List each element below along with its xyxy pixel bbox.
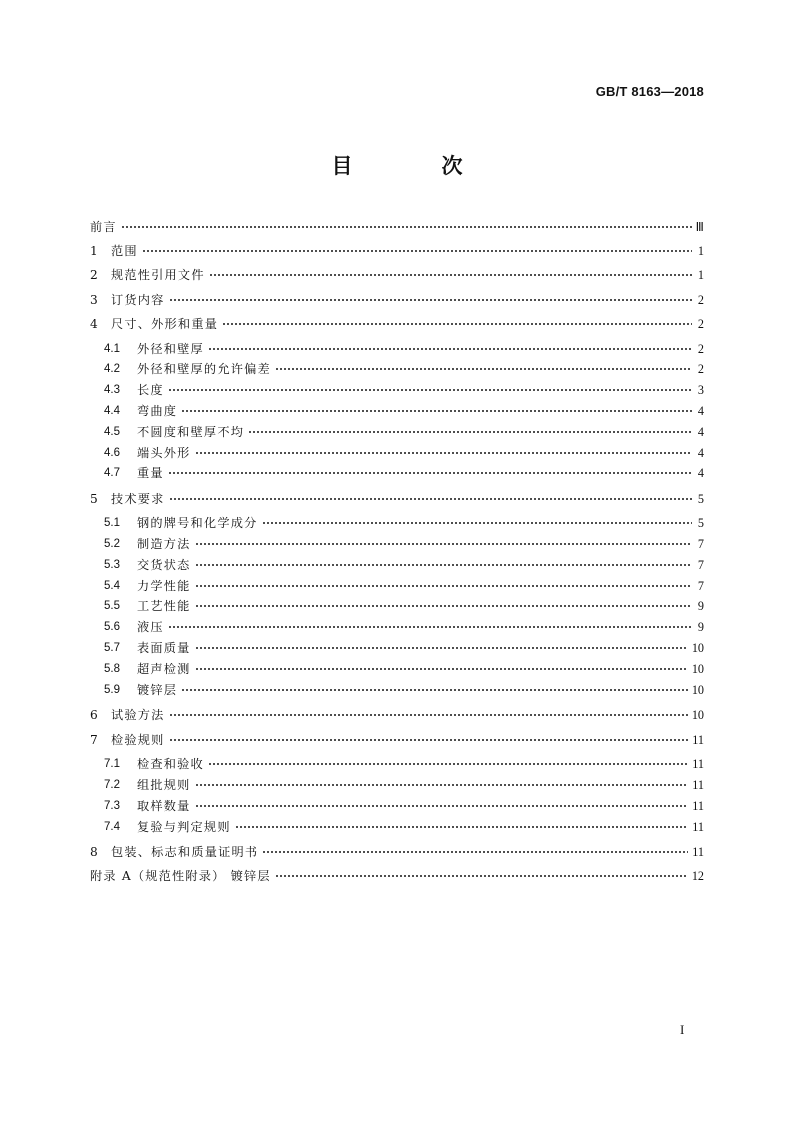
- toc-leader-dots: [275, 873, 688, 879]
- toc-entry-label: 表面质量: [137, 641, 191, 655]
- toc-entry[interactable]: [104, 380, 704, 400]
- toc-entry[interactable]: [90, 314, 704, 334]
- toc-entry-label: 取样数量: [137, 799, 191, 813]
- toc-entry-number: 5.6: [104, 621, 120, 633]
- toc-entry-label: 试验方法: [111, 708, 165, 722]
- toc-entry[interactable]: [104, 443, 704, 463]
- toc-entry-page: 9: [697, 599, 704, 613]
- toc-leader-dots: [195, 782, 689, 788]
- toc-leader-dots: [222, 321, 692, 327]
- toc-entry[interactable]: [104, 638, 704, 658]
- toc-entry-label: 交货状态: [137, 558, 191, 572]
- toc-entry-number: 4.5: [104, 426, 120, 438]
- toc-entry-number: 4.1: [104, 343, 120, 355]
- toc-entry-label: 范围: [111, 244, 138, 258]
- toc-entry[interactable]: [90, 730, 704, 750]
- toc-entry-page: 11: [692, 820, 704, 834]
- toc-entry[interactable]: [90, 489, 704, 509]
- toc-leader-dots: [181, 687, 688, 693]
- toc-entry-label: 不圆度和壁厚不均: [137, 425, 245, 439]
- toc-entry-label: 工艺性能: [137, 599, 191, 613]
- toc-entry-label: 规范性引用文件: [111, 268, 205, 282]
- toc-entry[interactable]: [90, 241, 704, 261]
- toc-leader-dots: [169, 737, 689, 743]
- toc-entry-label: 尺寸、外形和重量: [111, 317, 219, 331]
- toc-entry[interactable]: [104, 339, 704, 359]
- toc-entry-page: 7: [697, 558, 704, 572]
- toc-entry-number: 2: [90, 268, 98, 282]
- toc-leader-dots: [121, 224, 692, 230]
- toc-entry-label: 镀锌层: [137, 683, 178, 697]
- toc-entry[interactable]: [90, 705, 704, 725]
- toc-entry-page: 4: [697, 404, 704, 418]
- toc-leader-dots: [195, 583, 692, 589]
- toc-entry-page: 5: [697, 516, 704, 530]
- toc-entry-label: 制造方法: [137, 537, 191, 551]
- toc-leader-dots: [181, 408, 692, 414]
- toc-entry-page: 7: [697, 537, 704, 551]
- toc-entry[interactable]: [104, 617, 704, 637]
- toc-entry-number: 7: [90, 733, 98, 747]
- toc-entry-number: 5: [90, 492, 98, 506]
- toc-entry-page: 2: [697, 342, 704, 356]
- toc-entry-page: 1: [697, 244, 704, 258]
- toc-entry-page: 7: [697, 579, 704, 593]
- toc-entry-label: 组批规则: [137, 778, 191, 792]
- toc-entry-page: 11: [692, 845, 704, 859]
- toc-entry-page: 10: [691, 708, 704, 722]
- toc-leader-dots: [208, 346, 692, 352]
- toc-entry-page: 11: [692, 757, 704, 771]
- toc-entry-page: 9: [697, 620, 704, 634]
- toc-entry-number: 7.1: [104, 758, 120, 770]
- toc-entry-label: 液压: [137, 620, 164, 634]
- toc-entry-label: 订货内容: [111, 293, 165, 307]
- toc-entry-label: 前言: [90, 220, 117, 234]
- toc-entry-number: 5.4: [104, 580, 120, 592]
- toc-entry-page: 10: [691, 662, 704, 676]
- toc-entry-number: 5.9: [104, 684, 120, 696]
- toc-entry-page: 11: [692, 778, 704, 792]
- toc-entry-label: 复验与判定规则: [137, 820, 231, 834]
- toc-entry-number: 7.2: [104, 779, 120, 791]
- toc-entry-page: 2: [697, 362, 704, 376]
- toc-leader-dots: [169, 712, 688, 718]
- toc-entry-number: 4: [90, 317, 98, 331]
- toc-entry-label: 长度: [137, 383, 164, 397]
- toc-entry-page: 1: [697, 268, 704, 282]
- toc-entry-number: 4.4: [104, 405, 120, 417]
- page-number: I: [680, 1022, 685, 1037]
- toc-entry[interactable]: [104, 422, 704, 442]
- toc-entry-number: 5.5: [104, 600, 120, 612]
- toc-entry-number: 5.1: [104, 517, 120, 529]
- toc-entry-number: 4.3: [104, 384, 120, 396]
- toc-entry[interactable]: [104, 359, 704, 379]
- toc-entry-label: 检查和验收: [137, 757, 204, 771]
- toc-entry[interactable]: [104, 576, 704, 596]
- toc-entry-page: 11: [692, 733, 704, 747]
- toc-entry-label: 弯曲度: [137, 404, 178, 418]
- toc-leader-dots: [169, 496, 692, 502]
- toc-entry-number: 1: [90, 244, 98, 258]
- toc-leader-dots: [195, 541, 692, 547]
- toc-leader-dots: [195, 603, 692, 609]
- toc-entry-page: 2: [697, 317, 704, 331]
- toc-entry[interactable]: [104, 775, 704, 795]
- toc-entry-page: 10: [691, 641, 704, 655]
- toc-entry-label: 技术要求: [111, 492, 165, 506]
- toc-entry-number: 8: [90, 845, 98, 859]
- toc-entry[interactable]: [104, 463, 704, 483]
- toc-entry-page: 4: [697, 446, 704, 460]
- toc-entry[interactable]: [104, 659, 704, 679]
- toc-leader-dots: [262, 849, 688, 855]
- toc-entry-label: 附录 A（规范性附录） 镀锌层: [90, 869, 271, 883]
- toc-leader-dots: [262, 520, 693, 526]
- toc-leader-dots: [142, 248, 692, 254]
- toc-entry-number: 6: [90, 708, 98, 722]
- toc-entry[interactable]: [104, 817, 704, 837]
- toc-entry[interactable]: [104, 680, 704, 700]
- toc-entry[interactable]: [104, 754, 704, 774]
- toc-entry-label: 端头外形: [137, 446, 191, 460]
- toc-leader-dots: [248, 429, 692, 435]
- toc-entry-page: 12: [691, 869, 704, 883]
- toc-entry-page: 2: [697, 293, 704, 307]
- toc-entry-label: 包装、标志和质量证明书: [111, 845, 259, 859]
- toc-entry-label: 力学性能: [137, 579, 191, 593]
- toc-entry-number: 4.7: [104, 467, 120, 479]
- toc-leader-dots: [209, 272, 692, 278]
- page-title: 目 次: [331, 153, 497, 178]
- toc-entry-page: 4: [697, 466, 704, 480]
- toc-entry-label: 检验规则: [111, 733, 165, 747]
- toc-entry[interactable]: [104, 513, 704, 533]
- toc-leader-dots: [208, 761, 688, 767]
- toc-entry-page: 4: [697, 425, 704, 439]
- toc-leader-dots: [275, 366, 692, 372]
- toc-leader-dots: [195, 562, 692, 568]
- toc-entry[interactable]: [90, 866, 704, 886]
- toc-entry-label: 钢的牌号和化学成分: [137, 516, 258, 530]
- toc-entry[interactable]: [104, 596, 704, 616]
- toc-entry-page: 5: [697, 492, 704, 506]
- toc-entry-label: 重量: [137, 466, 164, 480]
- toc-entry-number: 5.3: [104, 559, 120, 571]
- toc-entry[interactable]: [90, 842, 704, 862]
- toc-entry-label: 外径和壁厚的允许偏差: [137, 362, 271, 376]
- toc-leader-dots: [195, 803, 689, 809]
- toc-entry-label: 超声检测: [137, 662, 191, 676]
- toc-leader-dots: [195, 450, 692, 456]
- toc-entry[interactable]: [90, 265, 704, 285]
- toc-leader-dots: [168, 387, 692, 393]
- toc-entry-number: 4.2: [104, 363, 120, 375]
- toc-entry-page: 10: [691, 683, 704, 697]
- toc-leader-dots: [169, 297, 692, 303]
- toc-entry[interactable]: [90, 290, 704, 310]
- toc-entry-number: 3: [90, 293, 98, 307]
- toc-entry-number: 5.2: [104, 538, 120, 550]
- toc-entry-number: 4.6: [104, 447, 120, 459]
- toc-entry-page: 3: [697, 383, 704, 397]
- toc-entry[interactable]: [104, 796, 704, 816]
- toc-entry[interactable]: [90, 217, 704, 237]
- toc-entry[interactable]: [104, 401, 704, 421]
- toc-entry-number: 7.4: [104, 821, 120, 833]
- toc-entry[interactable]: [104, 555, 704, 575]
- toc-entry-number: 5.8: [104, 663, 120, 675]
- toc-leader-dots: [168, 624, 692, 630]
- standard-code: GB/T 8163—2018: [595, 84, 704, 99]
- toc-leader-dots: [235, 824, 689, 830]
- toc-leader-dots: [168, 470, 692, 476]
- toc-entry-page: 11: [692, 799, 704, 813]
- toc-entry-page: Ⅲ: [695, 220, 704, 234]
- toc-entry-number: 5.7: [104, 642, 120, 654]
- toc-entry-number: 7.3: [104, 800, 120, 812]
- toc-entry[interactable]: [104, 534, 704, 554]
- toc-leader-dots: [195, 666, 688, 672]
- toc-leader-dots: [195, 645, 688, 651]
- toc-entry-label: 外径和壁厚: [137, 342, 204, 356]
